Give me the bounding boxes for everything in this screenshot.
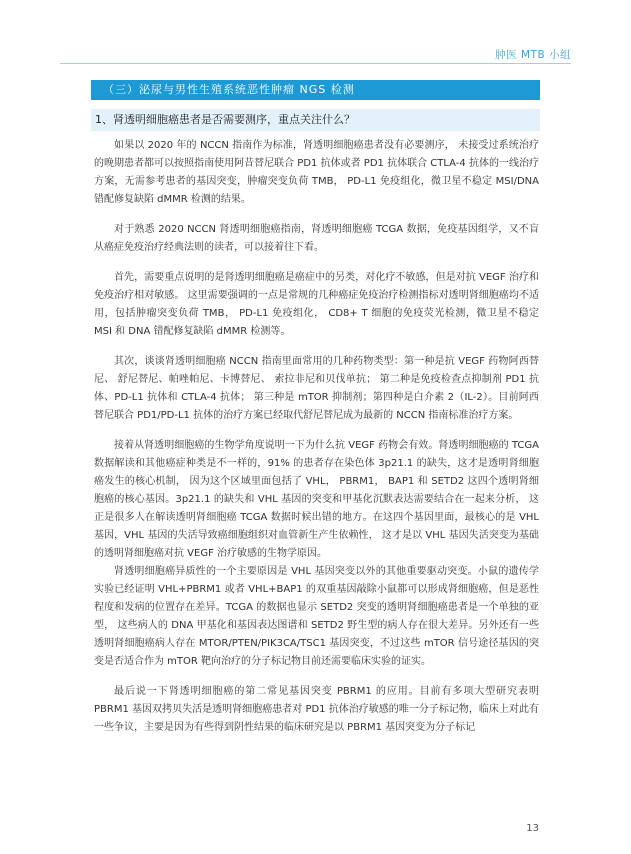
header-divider <box>60 63 571 64</box>
paragraph: 对于熟悉 2020 NCCN 肾透明细胞癌指南，肾透明细胞癌 TCGA 数据，免疫基因组学，又不盲从癌症免疫治疗经典法则的读者，可以接着往下看。 <box>94 224 539 253</box>
body-text <box>94 137 539 749</box>
paragraph: 接着从肾透明细胞癌的生物学角度说明一下为什么抗 VEGF 药物会有效。肾透明细胞癌的 TCGA 数据解读和其他癌症种类是不一样的，91% 的患者存在染色体 3p21.1 的缺失，这才是透明肾细胞癌发生的核心机制， 因为这个区域里面包括了 VHL， PBRM1， BAP1 和 SETD2 这四个透明肾细胞癌的核心基因。3p21.1 的缺失和 VHL 基因的突变和甲基化沉默表达需要结合在一起来分析， 这正是很多人在解读透明肾细胞癌 TCGA 数据时候出错的地方。在这四个基因里面，最核心的是 VHL 基因，VHL 基因的失活导致癌细胞组织对血管新生产生依赖性， 这才是以 VHL 基因失活突变为基础的透明肾细胞癌对抗 VEGF 治疗敏感的生物学原因。 <box>94 440 539 559</box>
paragraph: 首先，需要重点说明的是肾透明细胞癌是癌症中的另类，对化疗不敏感，但是对抗 VEGF 治疗和免疫治疗相对敏感。 这里需要强调的一点是常规的几种癌症免疫治疗检测指标对透明肾细胞癌均不适用，包括肿瘤突变负荷 TMB， PD-L1 免疫组化， CD8+ T 细胞的免疫荧光检测，微卫星不稳定 MSI 和 DNA 错配修复缺陷 dMMR 检测等。 <box>94 272 539 337</box>
paragraph: 最后说一下肾透明细胞癌的第二常见基因突变 PBRM1 的应用。目前有多项大型研究表明 PBRM1 基因双拷贝失活是透明肾细胞癌患者对 PD1 抗体治疗敏感的唯一分子标记物，临床上对此有一些争议，主要是因为有些得到阴性结果的临床研究是以 PBRM1 基因突变为分子标记 <box>94 686 539 733</box>
paragraph: 肾透明细胞癌异质性的一个主要原因是 VHL 基因突变以外的其他重要驱动突变。小鼠的遗传学实验已经证明 VHL+PBRM1 或者 VHL+BAP1 的双重基因敲除小鼠都可以形成肾细胞癌，但是恶性程度和发病的位置存在差异。TCGA 的数据也显示 SETD2 突变的透明肾细胞癌患者是一个单独的亚型， 这些病人的 DNA 甲基化和基因表达图谱和 SETD2 野生型的病人存在很大差异。另外还有一些透明肾细胞癌病人存在 MTOR/PTEN/PIK3CA/TSC1 基因突变，不过这些 mTOR 信号途径基因的突变是否适合作为 mTOR 靶向治疗的分子标记物目前还需要临床实验的证实。 <box>94 566 539 667</box>
page-number: 13 <box>526 823 539 834</box>
section-title: （三）泌尿与男性生殖系统恶性肿瘤 NGS 检测 <box>91 80 540 100</box>
paragraph: 其次，谈谈肾透明细胞癌 NCCN 指南里面常用的几种药物类型：第一种是抗 VEGF 药物阿西替尼、 舒尼替尼、帕唑帕尼、卡博替尼、 索拉非尼和贝伐单抗； 第二种是免疫检查点抑制剂 PD1 抗体、PD-L1 抗体和 CTLA-4 抗体； 第三种是 mTOR 抑制剂；第四种是白介素 2（IL-2）。目前阿西替尼联合 PD1/PD-L1 抗体的治疗方案已经取代舒尼替尼成为最新的 NCCN 指南标准治疗方案。 <box>94 356 539 421</box>
paragraph: 如果以 2020 年的 NCCN 指南作为标准，肾透明细胞癌患者没有必要测序， 未接受过系统治疗的晚期患者都可以按照指南使用阿昔替尼联合 PD1 抗体或者 PD1 抗体联合 CTLA-4 抗体的一线治疗方案，无需参考患者的基因突变，肿瘤突变负荷 TMB， PD-L1 免疫组化，微卫星不稳定 MSI/DNA 错配修复缺陷 dMMR 检测的结果。 <box>94 140 539 205</box>
header-label: 肿医 MTB 小组 <box>495 49 571 61</box>
question-heading: 1、肾透明细胞癌患者是否需要测序，重点关注什么？ <box>91 109 540 131</box>
